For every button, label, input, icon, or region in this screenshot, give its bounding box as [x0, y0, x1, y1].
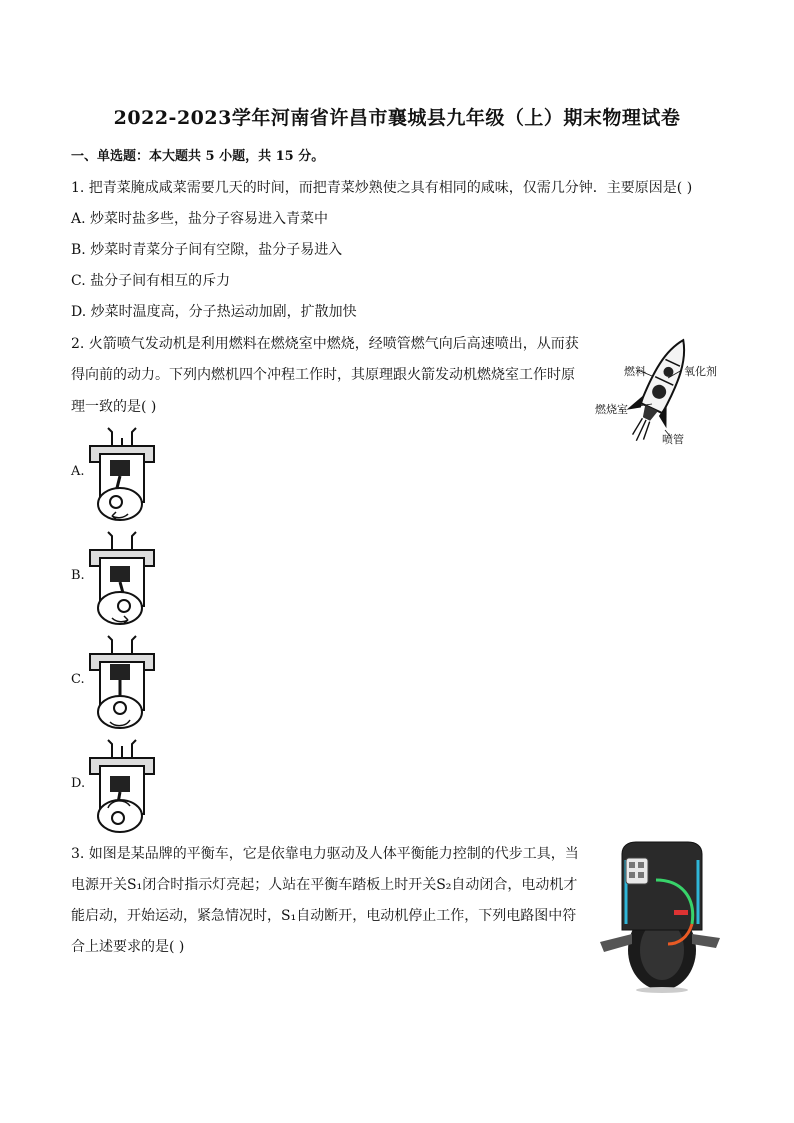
page-title: 2022-2023学年河南省许昌市襄城县九年级（上）期末物理试卷 [113, 107, 681, 129]
engine-option-d-label: D. [71, 776, 86, 791]
section-heading: 一、单选题：本大题共 5 小题，共 15 分。 [71, 149, 325, 164]
question-2-stem-line-1: 2. 火箭喷气发动机是利用燃料在燃烧室中燃烧，经喷管燃气向后高速喷出，从而获 [71, 336, 579, 352]
question-1-option-b: B. 炒菜时青菜分子间有空隙，盐分子易进入 [71, 242, 343, 258]
rocket-label-chamber: 燃烧室 [595, 403, 628, 416]
engine-diagram-c [86, 632, 158, 732]
engine-diagram-a [86, 424, 158, 524]
rocket-label-oxidizer: 氧化剂 [684, 365, 717, 378]
question-3-stem-line-3: 能启动，开始运动，紧急情况时，S₁自动断开，电动机停止工作，下列电路图中符 [71, 908, 577, 924]
rocket-figure [590, 330, 730, 450]
question-3-stem-line-1: 3. 如图是某品牌的平衡车，它是依靠电力驱动及人体平衡能力控制的代步工具，当 [71, 846, 579, 862]
engine-option-b-label: B. [71, 568, 85, 583]
engine-diagram-b [86, 528, 158, 628]
question-1-option-d: D. 炒菜时温度高，分子热运动加剧，扩散加快 [71, 304, 357, 320]
question-1-option-a: A. 炒菜时盐多些，盐分子容易进入青菜中 [71, 211, 329, 227]
question-1-stem: 1. 把青菜腌成咸菜需要几天的时间，而把青菜炒熟使之具有相同的咸味，仅需几分钟．主要原因是( ) [71, 180, 693, 196]
question-1-option-c: C. 盐分子间有相互的斥力 [71, 273, 231, 289]
question-2-stem-line-3: 理一致的是( ) [71, 399, 157, 415]
rocket-label-nozzle: 喷管 [662, 433, 684, 446]
balance-car-photo [596, 840, 724, 995]
engine-diagram-d [86, 736, 158, 836]
engine-option-c-label: C. [71, 672, 85, 687]
engine-option-a-label: A. [71, 464, 85, 479]
rocket-label-fuel: 燃料 [624, 365, 646, 378]
rocket-drawing [590, 330, 730, 450]
question-3-stem-line-2: 电源开关S₁闭合时指示灯亮起；人站在平衡车踏板上时开关S₂自动闭合，电动机才 [71, 877, 578, 893]
question-3-stem-line-4: 合上述要求的是( ) [71, 939, 185, 955]
question-2-stem-line-2: 得向前的动力。下列内燃机四个冲程工作时，其原理跟火箭发动机燃烧室工作时原 [71, 367, 575, 383]
